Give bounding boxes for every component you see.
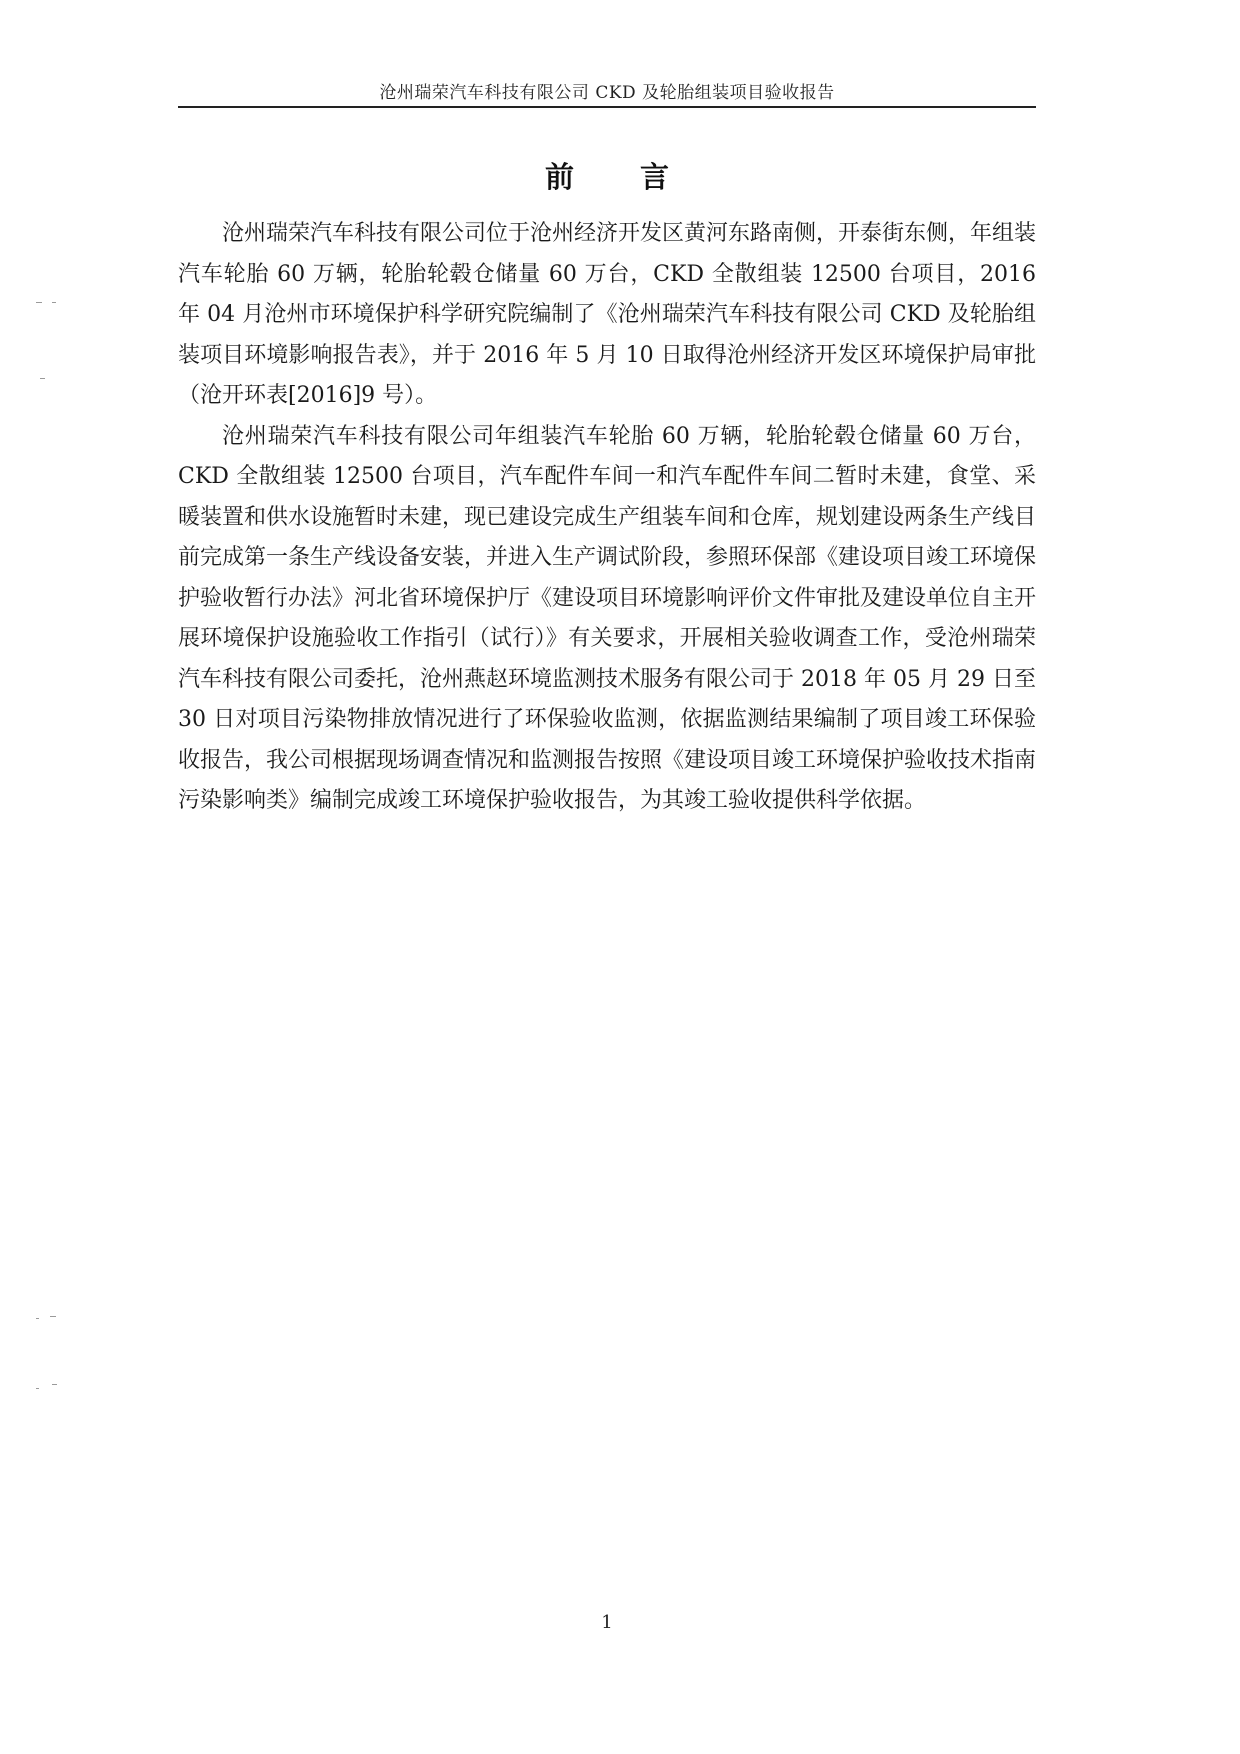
paragraph-2: 沧州瑞荣汽车科技有限公司年组装汽车轮胎 60 万辆，轮胎轮毂仓储量 60 万台，CKD 全散组装 12500 台项目，汽车配件车间一和汽车配件车间二暂时未建，食堂、采暖装置和供水设施暂时未建，现已建设完成生产组装车间和仓库，规划建设两条生产线目前完成第一条生产线设备安装，并进入生产调试阶段，参照环保部《建设项目竣工环境保护验收暂行办法》河北省环境保护厅《建设项目环境影响评价文件审批及建设单位自主开展环境保护设施验收工作指引（试行）》有关要求，开展相关验收调查工作，受沧州瑞荣汽车科技有限公司委托，沧州燕赵环境监测技术服务有限公司于 2018 年 05 月 29 日至 30 日对项目污染物排放情况进行了环保验收监测，依据监测结果编制了项目竣工环保验收报告，我公司根据现场调查情况和监测报告按照《建设项目竣工环境保护验收技术指南 污染影响类》编制完成竣工环境保护验收报告，为其竣工验收提供科学依据。 <box>178 423 1037 813</box>
page-number: 1 <box>601 1612 613 1633</box>
scan-mark <box>36 302 42 303</box>
running-header: 沧州瑞荣汽车科技有限公司 CKD 及轮胎组装项目验收报告 <box>379 83 835 103</box>
paragraph-1: 沧州瑞荣汽车科技有限公司位于沧州经济开发区黄河东路南侧，开泰街东侧，年组装汽车轮胎 60 万辆，轮胎轮毂仓储量 60 万台，CKD 全散组装 12500 台项目，2016 年 04 月沧州市环境保护科学研究院编制了《沧州瑞荣汽车科技有限公司 CKD 及轮胎组装项目环境影响报告表》，并于 2016 年 5 月 10 日取得沧州经济开发区环境保护局审批（沧开环表[2016]9 号）。 <box>178 221 1037 408</box>
scan-mark <box>52 1384 57 1385</box>
body-text <box>178 214 1036 822</box>
page-title: 前 言 <box>544 160 698 194</box>
header-rule <box>178 106 1036 108</box>
scan-mark <box>50 1316 56 1317</box>
scan-mark <box>40 378 45 379</box>
scan-mark <box>52 302 56 303</box>
scan-mark <box>36 1388 39 1389</box>
scan-mark <box>36 1318 39 1319</box>
